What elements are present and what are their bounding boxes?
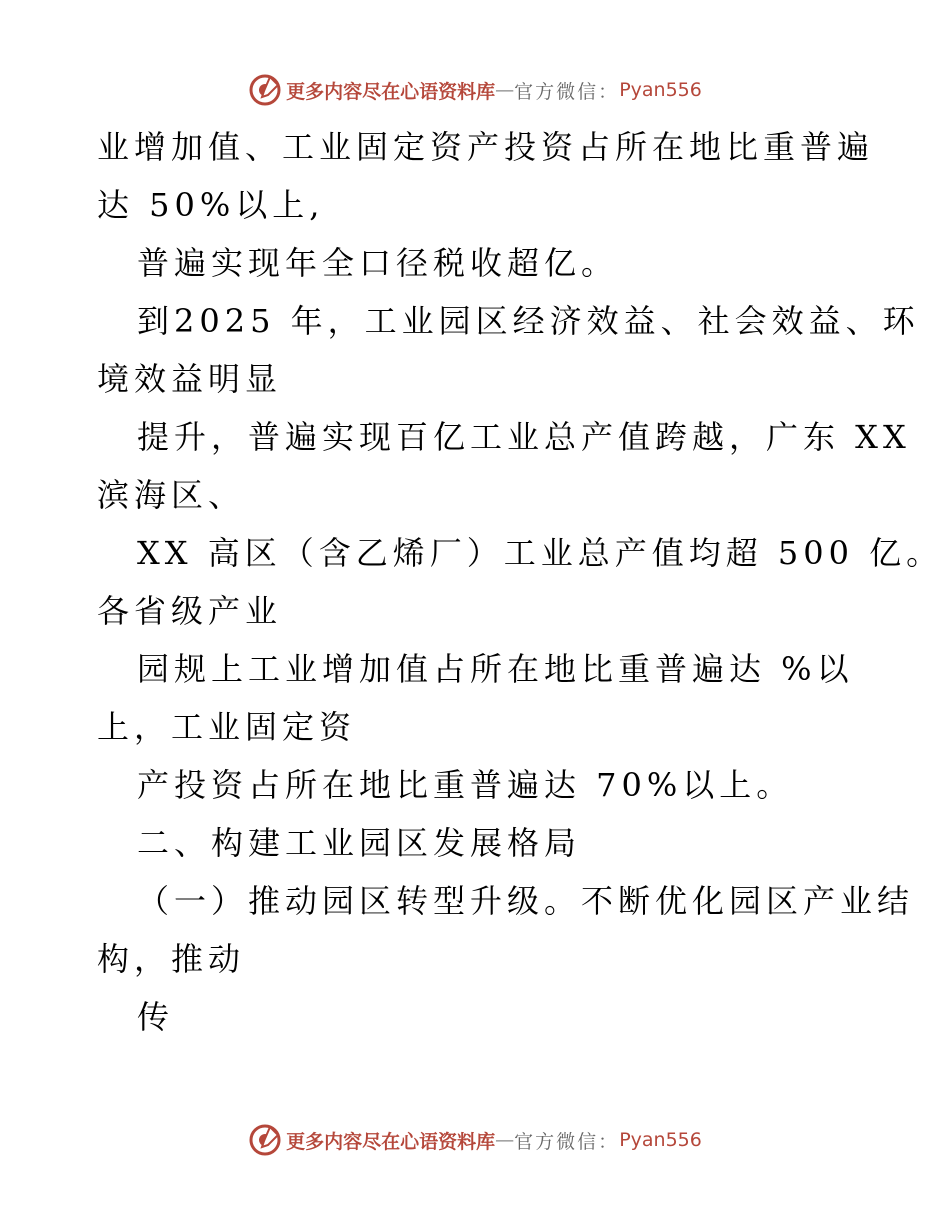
watermark-dash: — (495, 79, 515, 101)
text-line: 提升，普遍实现百亿工业总产值跨越，广东 XX (137, 418, 911, 456)
text-line: 普遍实现年全口径税收超亿。 (137, 244, 619, 282)
document-body (97, 118, 944, 1046)
text-line: XX 高区（含乙烯厂）工业总产值均超 500 亿。 (137, 534, 944, 572)
section-heading: 二、构建工业园区发展格局 (137, 824, 582, 862)
pen-logo-icon (248, 1123, 282, 1157)
footer-watermark (0, 1120, 950, 1160)
watermark-brand: 更多内容尽在心语资料库 (286, 1130, 496, 1153)
watermark-brand: 更多内容尽在心语资料库 (286, 80, 496, 103)
text-line: 到2025 年，工业园区经济效益、社会效益、环 (137, 302, 920, 340)
watermark-label: 官方微信： (514, 80, 620, 103)
text-line: 境效益明显 (97, 360, 283, 398)
text-line: 上，工业固定资 (97, 708, 357, 746)
pen-logo-icon (248, 73, 282, 107)
watermark-label: 官方微信： (514, 1130, 620, 1153)
text-line: 园规上工业增加值占所在地比重普遍达 %以 (137, 650, 854, 688)
text-line: （一）推动园区转型升级。不断优化园区产业结 (137, 882, 915, 920)
watermark-id: Pyan556 (619, 1129, 702, 1151)
header-watermark (0, 70, 950, 110)
text-line: 业增加值、工业固定资产投资占所在地比重普遍 (97, 128, 875, 166)
text-line: 传 (137, 998, 175, 1036)
text-line: 构，推动 (97, 940, 246, 978)
text-line: 滨海区、 (97, 476, 246, 514)
text-line: 产投资占所在地比重普遍达 70%以上。 (137, 766, 794, 804)
watermark-dash: — (495, 1129, 515, 1151)
text-line: 各省级产业 (97, 592, 283, 630)
watermark-id: Pyan556 (619, 79, 702, 101)
text-line: 达 50%以上, (97, 186, 325, 224)
